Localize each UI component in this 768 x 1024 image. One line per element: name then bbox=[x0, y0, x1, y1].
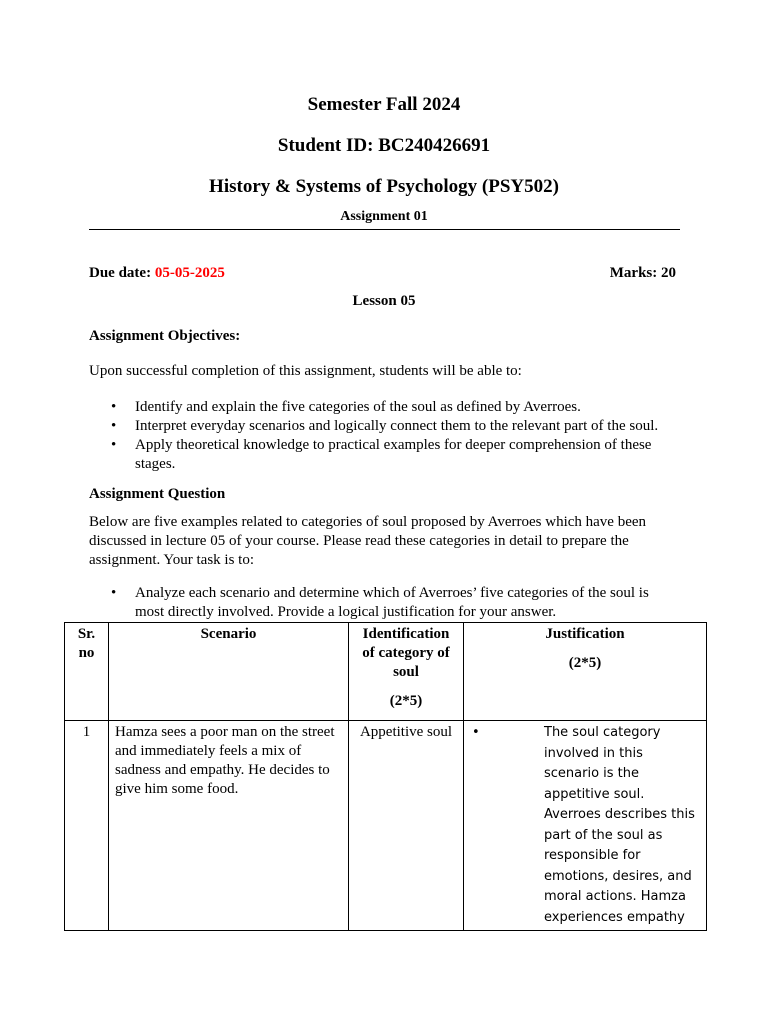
list-item: • Analyze each scenario and determine which of Averroes’ five categories of the soul is most directly involved. Provide a logical justification for your answer. bbox=[111, 585, 649, 620]
justification-marks: (2*5) bbox=[568, 655, 602, 671]
question-heading: Assignment Question bbox=[89, 486, 226, 502]
bullet-icon: • bbox=[111, 399, 117, 415]
due-label: Due date: bbox=[89, 265, 152, 281]
student-id: Student ID: BC240426691 bbox=[277, 135, 491, 156]
justification-text: The soul category involved in this scenario is the appetitive soul. Averroes describes this part of the soul as responsible for emotions, desires, and moral actions. Hamza experiences empathy bbox=[544, 725, 695, 925]
question-list bbox=[89, 584, 679, 622]
due-value: 05-05-2025 bbox=[154, 265, 225, 281]
course-title: History & Systems of Psychology (PSY502) bbox=[209, 176, 559, 197]
list-item: • Interpret everyday scenarios and logically connect them to the relevant part of the soul. bbox=[111, 418, 659, 434]
list-item: • Apply theoretical knowledge to practical examples for deeper comprehension of these stages. bbox=[111, 437, 652, 472]
lesson-label: Lesson 05 bbox=[352, 293, 416, 309]
bullet-icon: • bbox=[111, 418, 117, 434]
objectives-heading: Assignment Objectives: bbox=[89, 328, 241, 344]
table-header-row bbox=[65, 623, 707, 721]
due-date bbox=[89, 264, 225, 283]
list-item: • Identify and explain the five categories of the soul as defined by Averroes. bbox=[111, 399, 581, 415]
cell-justification bbox=[464, 721, 707, 931]
assignment-title: Assignment 01 bbox=[340, 209, 428, 224]
objectives-intro: Upon successful completion of this assignment, students will be able to: bbox=[89, 363, 522, 379]
identification-marks: (2*5) bbox=[389, 693, 423, 709]
cell-identification: Appetitive soul bbox=[349, 721, 464, 931]
question-text: Below are five examples related to categories of soul proposed by Averroes which have been discussed in lecture 05 of your course. Please read these categories in detail to prepare the assignment. Your task is to: bbox=[89, 514, 647, 568]
header-identification: Identification of category of soul (2*5) bbox=[349, 623, 464, 721]
header-scenario: Scenario bbox=[109, 623, 349, 721]
bullet-icon: • bbox=[472, 725, 480, 740]
cell-sr: 1 bbox=[65, 721, 109, 931]
header-justification: Justification (2*5) bbox=[464, 623, 707, 721]
table-row bbox=[65, 721, 707, 931]
bullet-icon: • bbox=[111, 437, 117, 453]
header-sr: Sr. no bbox=[65, 623, 109, 721]
header-divider bbox=[89, 229, 680, 230]
marks: Marks: 20 bbox=[609, 265, 676, 281]
bullet-icon: • bbox=[111, 585, 117, 601]
scenario-table bbox=[64, 622, 707, 931]
objectives-list bbox=[89, 398, 679, 474]
cell-scenario: Hamza sees a poor man on the street and immediately feels a mix of sadness and empathy. He decides to give him some food. bbox=[109, 721, 349, 931]
semester-title: Semester Fall 2024 bbox=[307, 94, 461, 115]
